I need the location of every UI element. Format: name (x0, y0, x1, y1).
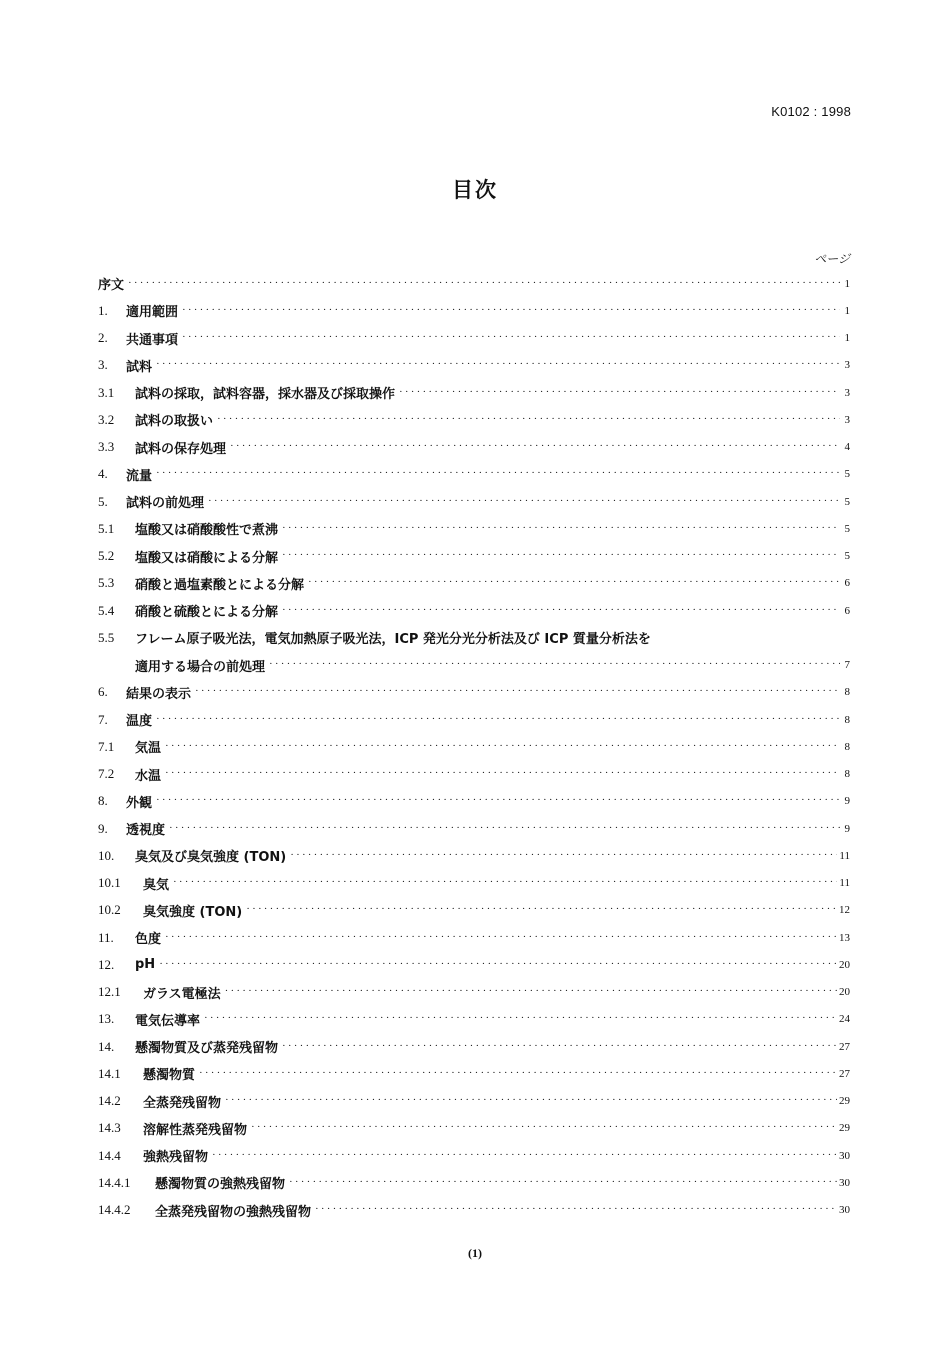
toc-leader-dots (182, 304, 840, 316)
toc-entry-page: 20 (839, 958, 850, 971)
table-of-contents (98, 270, 850, 1224)
toc-entry-label: 全蒸発残留物 (143, 1095, 222, 1111)
toc-entry[interactable] (98, 1006, 850, 1033)
toc-entry-page: 27 (839, 1040, 850, 1053)
toc-entry-label: 電気伝導率 (135, 1013, 201, 1029)
toc-entry[interactable] (98, 461, 850, 488)
toc-entry[interactable] (98, 1142, 850, 1169)
toc-entry-label: 懸濁物質 (143, 1068, 196, 1084)
toc-entry-page: 8 (844, 713, 850, 726)
page-title: 目次 (452, 178, 498, 202)
toc-entry-page: 9 (844, 822, 850, 835)
toc-entry[interactable] (98, 788, 850, 815)
toc-leader-dots (165, 931, 837, 943)
toc-entry-page: 12 (839, 904, 850, 917)
toc-entry-number: 12. (98, 956, 115, 972)
toc-entry-number: 6. (98, 684, 108, 700)
toc-entry-label: 臭気及び臭気強度 (TON) (135, 850, 287, 866)
toc-leader-dots (230, 440, 840, 452)
toc-entry[interactable] (98, 624, 850, 651)
toc-leader-dots (182, 331, 840, 343)
toc-entry-page: 1 (844, 332, 850, 345)
toc-entry-number: 14.3 (98, 1120, 121, 1136)
toc-entry-number: 7. (98, 711, 108, 727)
toc-leader-dots (159, 958, 837, 970)
toc-entry-page: 8 (844, 740, 850, 753)
toc-entry-number: 9. (98, 820, 108, 836)
toc-entry-page: 13 (839, 931, 850, 944)
toc-entry-page: 5 (844, 522, 850, 535)
toc-entry-number: 1. (98, 302, 108, 318)
toc-entry-number: 10.1 (98, 875, 121, 891)
toc-entry-label: 硝酸と過塩素酸とによる分解 (135, 577, 305, 593)
toc-leader-dots (212, 1149, 837, 1161)
toc-leader-dots (165, 740, 840, 752)
toc-entry[interactable] (98, 352, 850, 379)
toc-leader-dots (246, 903, 837, 915)
toc-entry[interactable] (98, 406, 850, 433)
toc-entry-label: 試料の前処理 (126, 496, 205, 512)
toc-entry-number: 14.4 (98, 1147, 121, 1163)
toc-entry-number: 8. (98, 793, 108, 809)
toc-leader-dots (156, 713, 840, 725)
toc-entry-label: 適用範囲 (126, 305, 179, 321)
toc-entry-page: 1 (844, 304, 850, 317)
toc-entry[interactable] (98, 515, 850, 542)
toc-entry-page: 30 (839, 1176, 850, 1189)
toc-entry-number: 7.2 (98, 766, 115, 782)
toc-entry-page: 5 (844, 468, 850, 481)
toc-entry[interactable] (98, 815, 850, 842)
toc-leader-dots (195, 685, 840, 697)
toc-entry-number: 14.4.2 (98, 1202, 131, 1218)
toc-entry-label: 塩酸又は硝酸酸性で煮沸 (135, 523, 279, 539)
toc-leader-dots (315, 1203, 837, 1215)
toc-entry[interactable] (98, 1197, 850, 1224)
toc-entry-page: 7 (844, 659, 850, 672)
toc-entry-page: 27 (839, 1067, 850, 1080)
toc-entry-label: フレーム原子吸光法，電気加熱原子吸光法，ICP 発光分光分析法及び ICP 質量分析法を (135, 632, 651, 648)
toc-entry[interactable] (98, 597, 850, 624)
toc-entry-label: 臭気 (143, 877, 170, 893)
toc-entry[interactable] (98, 543, 850, 570)
toc-entry-label: 試料 (126, 359, 153, 375)
toc-entry[interactable] (98, 652, 850, 679)
toc-entry[interactable] (98, 434, 850, 461)
toc-entry-number: 12.1 (98, 984, 121, 1000)
toc-leader-dots (208, 495, 840, 507)
toc-leader-dots (204, 1012, 837, 1024)
toc-entry-number: 14.4.1 (98, 1174, 131, 1190)
toc-entry[interactable] (98, 1060, 850, 1087)
toc-entry-number: 3.1 (98, 384, 115, 400)
toc-leader-dots (156, 358, 840, 370)
toc-entry[interactable] (98, 1169, 850, 1196)
toc-entry[interactable] (98, 325, 850, 352)
toc-entry-page: 29 (839, 1095, 850, 1108)
toc-leader-dots (173, 876, 837, 888)
toc-entry[interactable] (98, 1115, 850, 1142)
toc-entry-number: 3. (98, 357, 108, 373)
toc-entry-label: ガラス電極法 (143, 986, 221, 1002)
toc-entry[interactable] (98, 870, 850, 897)
toc-entry-label: 流量 (126, 468, 153, 484)
toc-entry-label: 試料の採取，試料容器，採水器及び採取操作 (135, 387, 396, 403)
toc-entry-number: 2. (98, 330, 108, 346)
toc-entry-number: 5.1 (98, 520, 115, 536)
toc-entry-label: 温度 (126, 714, 153, 730)
toc-entry-label: pH (135, 957, 156, 973)
toc-entry-page: 3 (844, 359, 850, 372)
toc-entry-number: 14.1 (98, 1065, 121, 1081)
toc-entry-page: 24 (839, 1013, 850, 1026)
toc-leader-dots (289, 1176, 837, 1188)
toc-entry[interactable] (98, 297, 850, 324)
toc-entry[interactable] (98, 897, 850, 924)
toc-entry-label: 懸濁物質の強熱残留物 (155, 1177, 286, 1193)
toc-leader-dots (217, 413, 840, 425)
toc-entry-number: 13. (98, 1011, 115, 1027)
toc-entry[interactable] (98, 706, 850, 733)
toc-entry[interactable] (98, 679, 850, 706)
toc-leader-dots (169, 822, 840, 834)
toc-entry-label: 試料の取扱い (135, 414, 214, 430)
toc-entry-label: 塩酸又は硝酸による分解 (135, 550, 279, 566)
toc-entry-label: 懸濁物質及び蒸発残留物 (135, 1041, 279, 1057)
toc-entry-label: 適用する場合の前処理 (135, 659, 266, 675)
toc-entry-number: 5.2 (98, 548, 115, 564)
toc-entry-number: 5.3 (98, 575, 115, 591)
toc-entry-label: 気温 (135, 741, 162, 757)
toc-leader-dots (156, 794, 840, 806)
toc-leader-dots (282, 604, 840, 616)
toc-entry-label: 序文 (98, 278, 125, 294)
toc-entry[interactable] (98, 488, 850, 515)
toc-entry-label: 色度 (135, 932, 162, 948)
toc-entry-number: 3.3 (98, 439, 115, 455)
toc-entry[interactable] (98, 570, 850, 597)
toc-entry-page: 5 (844, 550, 850, 563)
toc-entry-page: 4 (844, 441, 850, 454)
toc-entry-label: 共通事項 (126, 332, 179, 348)
toc-entry[interactable] (98, 1033, 850, 1060)
toc-entry-number: 10.2 (98, 902, 121, 918)
toc-entry-page: 30 (839, 1204, 850, 1217)
toc-leader-dots (399, 386, 840, 398)
toc-entry-label: 水温 (135, 768, 162, 784)
toc-entry-page: 6 (844, 604, 850, 617)
toc-leader-dots (225, 985, 837, 997)
toc-leader-dots (165, 767, 840, 779)
toc-entry[interactable] (98, 1088, 850, 1115)
toc-entry-page: 3 (844, 386, 850, 399)
toc-entry-page: 11 (839, 849, 850, 862)
toc-entry-label: 外観 (126, 795, 153, 811)
toc-leader-dots (269, 658, 840, 670)
toc-entry-number: 11. (98, 929, 114, 945)
toc-leader-dots (199, 1067, 837, 1079)
toc-leader-dots (282, 1040, 837, 1052)
toc-leader-dots (290, 849, 837, 861)
toc-leader-dots (128, 277, 840, 289)
toc-entry[interactable] (98, 924, 850, 951)
toc-leader-dots (251, 1121, 837, 1133)
toc-entry-page: 30 (839, 1149, 850, 1162)
toc-entry-label: 透視度 (126, 823, 166, 839)
toc-leader-dots (156, 467, 840, 479)
toc-entry-page: 5 (844, 495, 850, 508)
toc-leader-dots (225, 1094, 837, 1106)
toc-entry[interactable] (98, 842, 850, 869)
toc-entry-label: 試料の保存処理 (135, 441, 227, 457)
toc-entry[interactable] (98, 951, 850, 978)
toc-entry-page: 29 (839, 1122, 850, 1135)
toc-leader-dots (282, 549, 840, 561)
toc-entry-label: 全蒸発残留物の強熱残留物 (155, 1204, 312, 1220)
toc-entry-page: 6 (844, 577, 850, 590)
toc-entry-label: 硝酸と硫酸とによる分解 (135, 605, 279, 621)
toc-entry-label: 結果の表示 (126, 686, 192, 702)
toc-entry-page: 8 (844, 768, 850, 781)
toc-entry-page: 20 (839, 986, 850, 999)
toc-entry-page: 11 (839, 877, 850, 890)
toc-entry-label: 強熱残留物 (143, 1150, 209, 1166)
toc-entry-label: 臭気強度 (TON) (143, 904, 243, 920)
toc-entry-number: 10. (98, 847, 115, 863)
toc-entry-number: 7.1 (98, 738, 115, 754)
toc-entry[interactable] (98, 761, 850, 788)
toc-entry[interactable] (98, 379, 850, 406)
toc-entry-number: 14. (98, 1038, 115, 1054)
toc-entry-label: 溶解性蒸発残留物 (143, 1122, 248, 1138)
toc-entry[interactable] (98, 270, 850, 297)
page-column-label: ページ (814, 252, 850, 266)
toc-entry-number: 5. (98, 493, 108, 509)
toc-entry-number: 5.4 (98, 602, 115, 618)
toc-leader-dots (282, 522, 840, 534)
toc-entry-number: 5.5 (98, 629, 115, 645)
toc-leader-dots (308, 576, 840, 588)
toc-entry-page: 1 (844, 277, 850, 290)
page-number: (1) (468, 1246, 482, 1260)
toc-entry-page: 8 (844, 686, 850, 699)
toc-entry-number: 14.2 (98, 1093, 121, 1109)
toc-entry[interactable] (98, 979, 850, 1006)
toc-entry[interactable] (98, 733, 850, 760)
toc-entry-page: 3 (844, 413, 850, 426)
toc-entry-number: 4. (98, 466, 108, 482)
document-code: K0102 : 1998 (771, 104, 851, 119)
toc-entry-page: 9 (844, 795, 850, 808)
toc-entry-number: 3.2 (98, 411, 115, 427)
